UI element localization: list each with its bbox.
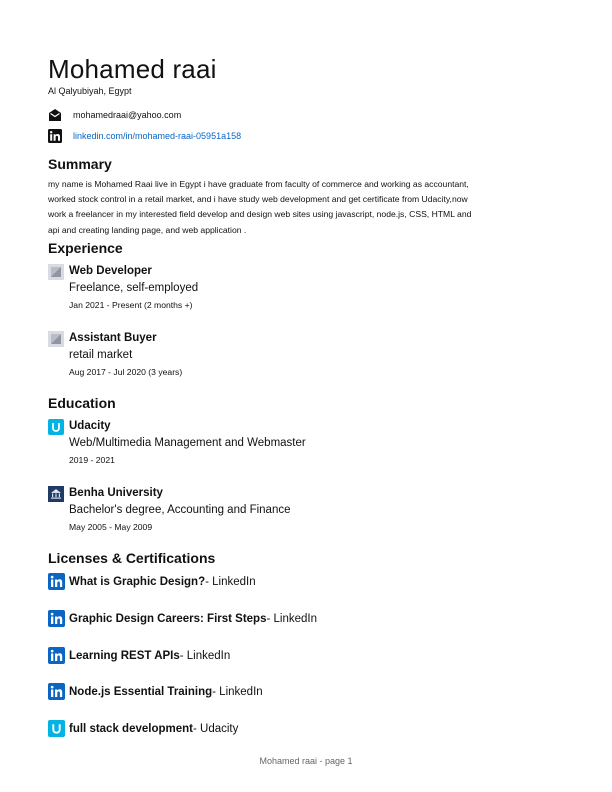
certification-issuer: - LinkedIn	[212, 685, 263, 698]
education-heading: Education	[48, 395, 116, 411]
school-name: Udacity	[69, 420, 111, 432]
benha-university-logo-icon	[48, 486, 64, 502]
certification-item	[48, 647, 230, 664]
certification-issuer: - Udacity	[192, 722, 239, 735]
experience-entry	[48, 331, 182, 378]
job-dates: Jan 2021 - Present (2 months +)	[69, 300, 193, 310]
location: Al Qalyubiyah, Egypt	[48, 86, 132, 96]
certification-item	[48, 573, 256, 590]
job-dates: Aug 2017 - Jul 2020 (3 years)	[69, 367, 183, 377]
linkedin-logo-icon	[48, 683, 65, 700]
linkedin-logo-icon	[48, 573, 65, 590]
company-logo-placeholder-icon	[48, 331, 64, 347]
study-dates: May 2005 - May 2009	[69, 522, 153, 532]
degree: Bachelor's degree, Accounting and Finance	[69, 504, 291, 516]
certification-title: Graphic Design Careers: First Steps	[69, 612, 267, 625]
page-footer: Mohamed raai - page 1	[259, 756, 353, 766]
certifications-heading: Licenses & Certifications	[48, 550, 216, 566]
email-row	[48, 108, 181, 122]
linkedin-profile-link[interactable]: linkedin.com/in/mohamed-raai-05951a158	[73, 131, 242, 141]
experience-heading: Experience	[48, 240, 123, 256]
udacity-logo-icon	[48, 419, 64, 435]
school-name: Benha University	[69, 487, 163, 499]
education-entry	[48, 486, 290, 533]
summary-line: my name is Mohamed Raai live in Egypt i have graduate from faculty of commerce and working as accountant,	[48, 179, 469, 189]
job-title: Assistant Buyer	[69, 332, 157, 344]
certification-issuer: - LinkedIn	[266, 612, 317, 625]
certification-title: Learning REST APIs	[69, 649, 180, 662]
linkedin-icon	[48, 129, 62, 143]
certification-issuer: - LinkedIn	[205, 575, 256, 588]
linkedin-row	[48, 129, 241, 143]
email-address[interactable]: mohamedraai@yahoo.com	[73, 110, 182, 120]
certification-item	[48, 610, 317, 627]
summary-text	[48, 177, 548, 238]
certification-item	[48, 720, 238, 737]
summary-line: api and creating landing page, and web application .	[48, 224, 247, 235]
degree: Web/Multimedia Management and Webmaster	[69, 437, 306, 449]
certification-title: full stack development	[69, 722, 193, 735]
education-entry	[48, 419, 306, 466]
udacity-logo-icon	[48, 720, 65, 737]
job-title: Web Developer	[69, 265, 152, 277]
certification-title: Node.js Essential Training	[69, 685, 213, 698]
certification-item	[48, 683, 263, 700]
company-name: retail market	[69, 349, 133, 361]
candidate-name: Mohamed raai	[48, 54, 217, 84]
envelope-icon	[48, 108, 62, 122]
linkedin-logo-icon	[48, 610, 65, 627]
summary-heading: Summary	[48, 156, 112, 172]
summary-line: work a freelancer in my interested field develop and design web sites using javascript, node.js, CSS, HTML and	[48, 209, 472, 220]
company-name: Freelance, self-employed	[69, 282, 199, 294]
experience-entry	[48, 264, 198, 311]
linkedin-logo-icon	[48, 647, 65, 664]
summary-line: worked stock control in a retail market, and i have study web development and get certificate from Udacity,now	[48, 194, 468, 205]
company-logo-placeholder-icon	[48, 264, 64, 280]
study-dates: 2019 - 2021	[69, 455, 115, 465]
certification-issuer: - LinkedIn	[179, 649, 231, 662]
certification-title: What is Graphic Design?	[69, 575, 206, 588]
